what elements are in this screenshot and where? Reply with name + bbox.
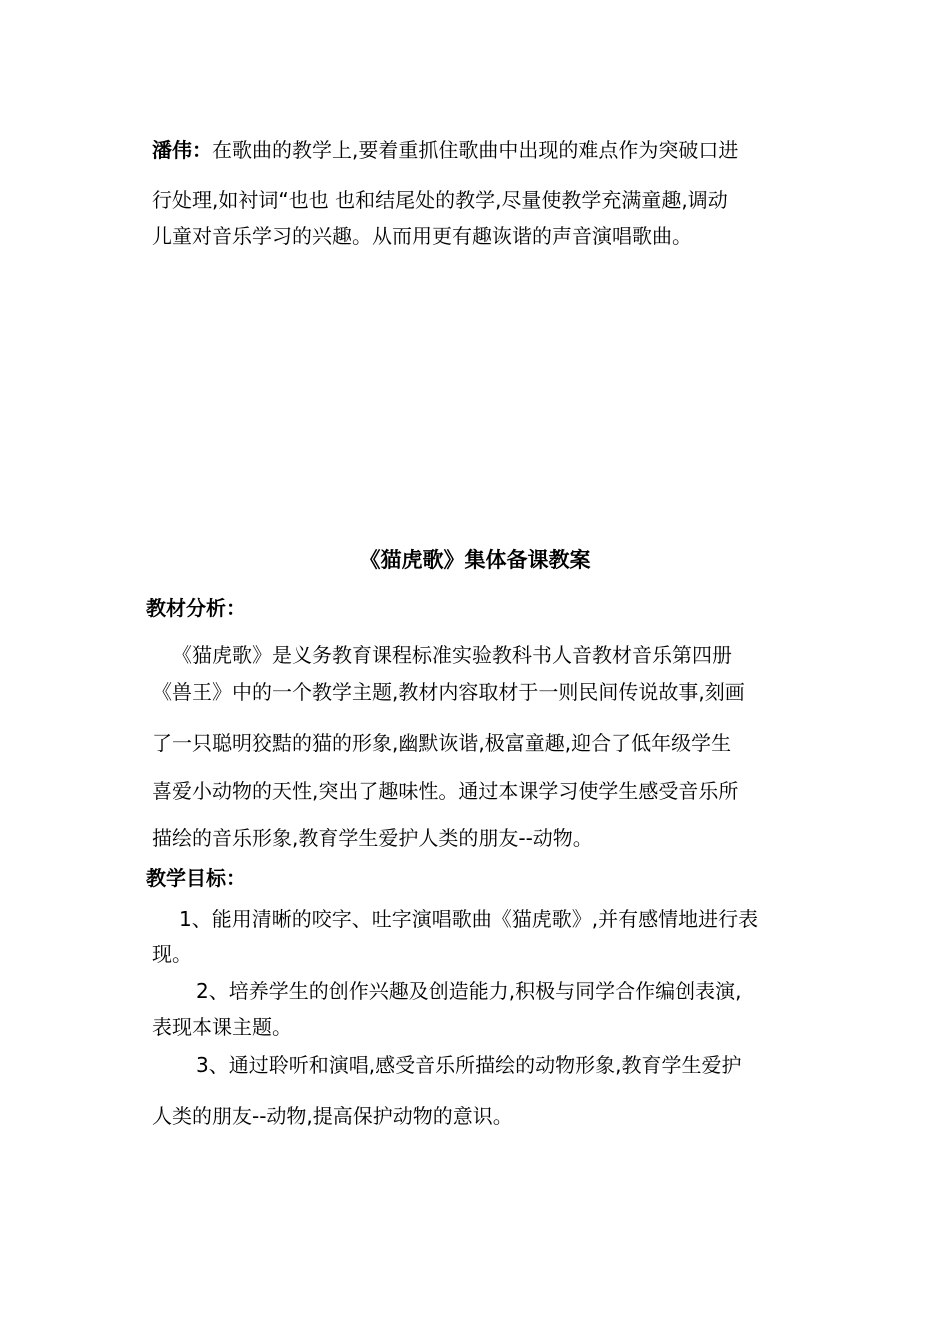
comment-line-3: 儿童对音乐学习的兴趣。从而用更有趣诙谐的声音演唱歌曲。	[152, 224, 692, 248]
analysis-line-5: 描绘的音乐形象,教育学生爱护人类的朋友--动物。	[152, 826, 593, 850]
goal-line-3: 2、培养学生的创作兴趣及创造能力,积极与同学合作编创表演,	[196, 979, 742, 1003]
lesson-title: 《猫虎歌》集体备课教案	[359, 548, 591, 572]
analysis-line-2: 《兽王》中的一个教学主题,教材内容取材于一则民间传说故事,刻画	[152, 680, 745, 704]
goal-line-2: 现。	[152, 942, 192, 966]
goal-line-6: 人类的朋友--动物,提高保护动物的意识。	[152, 1104, 513, 1128]
comment-line-1	[152, 138, 738, 162]
analysis-line-4: 喜爱小动物的天性,突出了趣味性。通过本课学习使学生感受音乐所	[152, 779, 739, 803]
analysis-line-1: 《猫虎歌》是义务教育课程标准实验教科书人音教材音乐第四册	[172, 643, 732, 667]
goal-line-4: 表现本课主题。	[152, 1015, 292, 1039]
analysis-line-3: 了一只聪明狡黠的猫的形象,幽默诙谐,极富童趣,迎合了低年级学生	[152, 731, 732, 755]
goal-line-1: 1、能用清晰的咬字、吐字演唱歌曲《猫虎歌》,并有感情地进行表	[179, 907, 759, 931]
comment-line-2: 行处理,如衬词“也也 也和结尾处的教学,尽量使教学充满童趣,调动	[152, 188, 728, 212]
comment-text: 在歌曲的教学上,要着重抓住歌曲中出现的难点作为突破口进	[212, 138, 739, 162]
goal-line-5: 3、通过聆听和演唱,感受音乐所描绘的动物形象,教育学生爱护	[196, 1053, 742, 1077]
analysis-heading: 教材分析：	[146, 596, 246, 620]
speaker-name: 潘伟：	[152, 138, 212, 162]
goals-heading: 教学目标：	[146, 866, 246, 890]
